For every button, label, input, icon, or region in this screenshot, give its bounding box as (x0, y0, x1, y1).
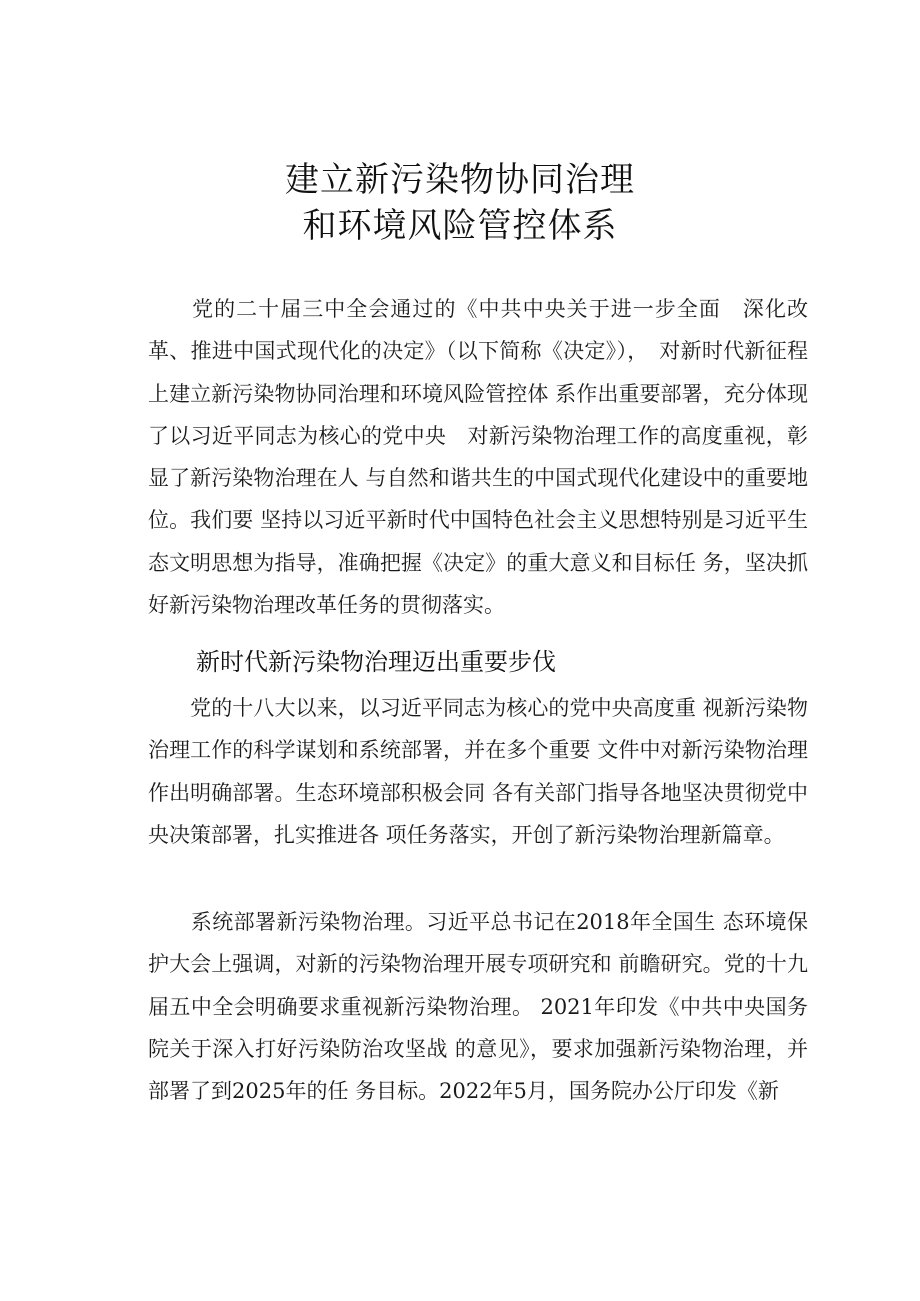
paragraph-intro: 党的二十届三中全会通过的《中共中央关于进一步全面 深化改革、推进中国式现代化的决定》（以下简称《决定》）， 对新时代新征程上建立新污染物协同治理和环境风险管控体 系作出重要部署，充分体现了以习近平同志为核心的党中央 对新污染物治理工作的高度重视，彰显了新污染物治理在人 与自然和谐共生的中国式现代化建设中的重要地位。我们要 坚持以习近平新时代中国特色社会主义思想特别是习近平生 态文明思想为指导，准确把握《决定》的重大意义和目标任 务，坚决抓好新污染物治理改革任务的贯彻落实。 (148, 297, 808, 618)
paragraph-overview: 党的十八大以来，以习近平同志为核心的党中央高度重 视新污染物治理工作的科学谋划和系统部署，并在多个重要 文件中对新污染物治理作出明确部署。生态环境部积极会同 各有关部门指导各地坚决贯彻党中央决策部署，扎实推进各 项任务落实，开创了新污染物治理新篇章。 (148, 696, 808, 847)
paragraph-deployment: 系统部署新污染物治理。习近平总书记在2018年全国生 态环境保护大会上强调，对新的污染物治理开展专项研究和 前瞻研究。党的十九届五中全会明确要求重视新污染物治理。 2021年印发《中共中央国务院关于深入打好污染防治攻坚战 的意见》，要求加强新污染物治理，并部署了到2025年的任 务目标。2022年5月，国务院办公厅印发《新 (148, 910, 808, 1104)
document-title-line-1: 建立新污染物协同治理 (285, 160, 635, 200)
document-title-line-2: 和环境风险管控体系 (302, 206, 618, 246)
section-heading: 新时代新污染物治理迈出重要步伐 (196, 648, 556, 676)
